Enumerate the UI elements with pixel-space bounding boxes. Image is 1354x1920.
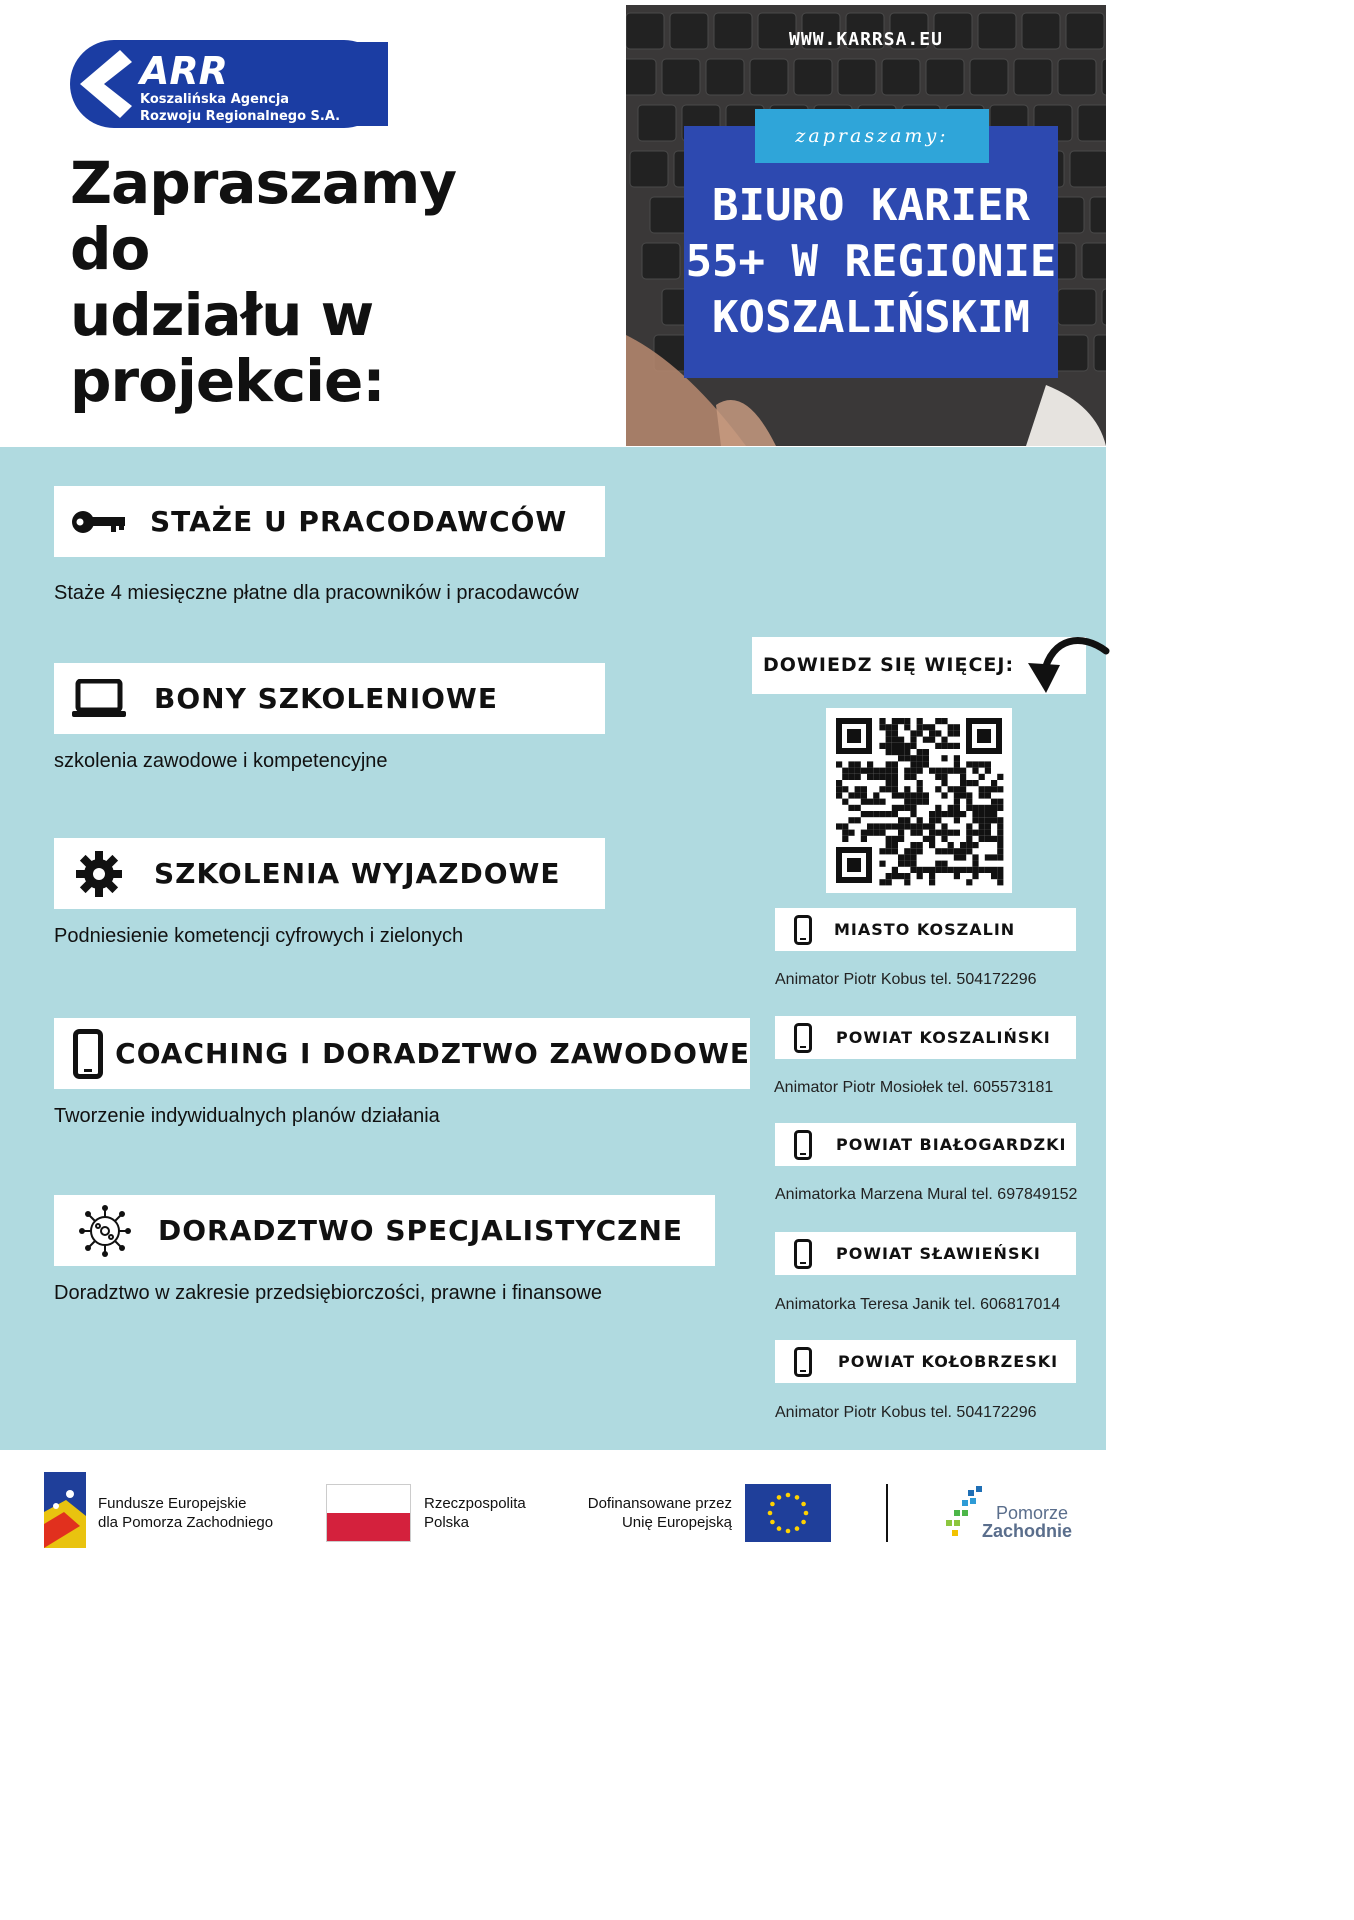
footer-logos xyxy=(0,1450,1106,1563)
contact-area-box xyxy=(775,1232,1076,1275)
contact-area-box xyxy=(775,1340,1076,1383)
pomorze-line: Pomorze xyxy=(996,1503,1069,1523)
eu-flag-icon xyxy=(745,1484,831,1542)
rp-text xyxy=(424,1494,526,1532)
offer-title: DORADZTWO SPECJALISTYCZNE xyxy=(158,1214,684,1247)
contact-area-box xyxy=(775,908,1076,951)
fe-text xyxy=(98,1494,273,1532)
contact-person: Animator Piotr Kobus tel. 504172296 xyxy=(775,1404,1037,1421)
rp-line: Rzeczpospolita xyxy=(424,1495,526,1512)
offer-desc: szkolenia zawodowe i kompetencyjne xyxy=(54,750,388,772)
offer-title: COACHING I DORADZTWO ZAWODOWE xyxy=(115,1037,750,1070)
arr-logo xyxy=(70,40,388,128)
headline-line: Zapraszamy xyxy=(70,149,457,217)
biuro-title-line: 55+ W REGIONIE xyxy=(685,236,1057,287)
offer-desc: Staże 4 miesięczne płatne dla pracowników i pracodawców xyxy=(54,582,579,604)
contact-area: POWIAT BIAŁOGARDZKI xyxy=(836,1135,1067,1154)
gear-icon xyxy=(54,838,144,909)
invite-label: zapraszamy: xyxy=(755,109,989,163)
offer-box-bony xyxy=(54,663,605,734)
offer-box-staze xyxy=(54,486,605,557)
contact-person: Animatorka Teresa Janik tel. 606817014 xyxy=(775,1296,1061,1313)
contact-area-box xyxy=(775,1123,1076,1166)
learn-more-label: DOWIEDZ SIĘ WIĘCEJ: xyxy=(752,637,1086,694)
contact-area: POWIAT KOŁOBRZESKI xyxy=(838,1352,1059,1371)
contact-person: Animatorka Marzena Mural tel. 697849152 xyxy=(775,1186,1078,1203)
phone-icon xyxy=(775,1232,831,1275)
offer-desc: Tworzenie indywidualnych planów działania xyxy=(54,1105,440,1127)
footer-divider xyxy=(886,1484,888,1542)
offer-desc: Doradztwo w zakresie przedsiębiorczości, prawne i finansowe xyxy=(54,1282,603,1304)
headline-line: udziału w xyxy=(70,281,374,349)
biuro-title-line: KOSZALIŃSKIM xyxy=(712,292,1030,343)
phone-icon xyxy=(775,1340,831,1383)
fe-line: Fundusze Europejskie xyxy=(98,1495,247,1512)
polish-flag-icon xyxy=(326,1484,411,1542)
website-url[interactable]: WWW.KARRSA.EU xyxy=(789,29,943,50)
contact-area: MIASTO KOSZALIN xyxy=(834,920,1016,939)
contact-area: POWIAT KOSZALIŃSKI xyxy=(836,1028,1051,1047)
contact-person: Animator Piotr Mosiołek tel. 605573181 xyxy=(774,1079,1054,1096)
laptop-icon xyxy=(54,663,144,734)
eu-line: Dofinansowane przez xyxy=(587,1495,732,1512)
headline-line: projekcie: xyxy=(70,347,385,415)
banner-photo xyxy=(626,5,1106,446)
headline-line: do xyxy=(70,215,150,283)
pomorze-text xyxy=(982,1504,1072,1540)
phone-icon xyxy=(775,1016,831,1059)
contact-person: Animator Piotr Kobus tel. 504172296 xyxy=(775,971,1037,988)
eu-line: Unię Europejską xyxy=(621,1514,732,1531)
pomorze-line: Zachodnie xyxy=(982,1521,1073,1541)
logo-abbr: ARR xyxy=(140,49,228,93)
offer-box-wyjazdowe xyxy=(54,838,605,909)
biuro-title-line: BIURO KARIER xyxy=(712,180,1030,231)
fe-line: dla Pomorza Zachodniego xyxy=(98,1514,274,1531)
contact-area: POWIAT SŁAWIEŃSKI xyxy=(836,1244,1041,1263)
offer-box-coaching xyxy=(54,1018,750,1089)
biuro-title xyxy=(684,178,1058,346)
eu-text xyxy=(560,1494,732,1532)
offers-section xyxy=(0,447,1106,1450)
qr-code[interactable] xyxy=(826,708,1012,893)
logo-line2: Rozwoju Regionalnego S.A. xyxy=(140,109,341,124)
offer-box-doradztwo xyxy=(54,1195,715,1266)
key-icon xyxy=(54,486,144,557)
curved-arrow-icon xyxy=(1018,627,1110,703)
rp-line: Polska xyxy=(424,1514,470,1531)
biuro-karier-box xyxy=(684,126,1058,378)
fe-logo-icon xyxy=(44,1472,86,1548)
offer-title: STAŻE U PRACODAWCÓW xyxy=(150,505,568,538)
page-headline xyxy=(70,150,540,414)
virus-icon xyxy=(54,1195,156,1266)
offer-desc: Podniesienie kometencji cyfrowych i zielonych xyxy=(54,925,464,947)
contact-area-box xyxy=(775,1016,1076,1059)
phone-icon xyxy=(775,908,831,951)
pomorze-logo-icon xyxy=(942,1486,986,1542)
phone-icon xyxy=(54,1018,121,1089)
phone-icon xyxy=(775,1123,831,1166)
offer-title: BONY SZKOLENIOWE xyxy=(154,682,498,715)
logo-line1: Koszalińska Agencja xyxy=(140,92,290,107)
offer-title: SZKOLENIA WYJAZDOWE xyxy=(154,857,561,890)
